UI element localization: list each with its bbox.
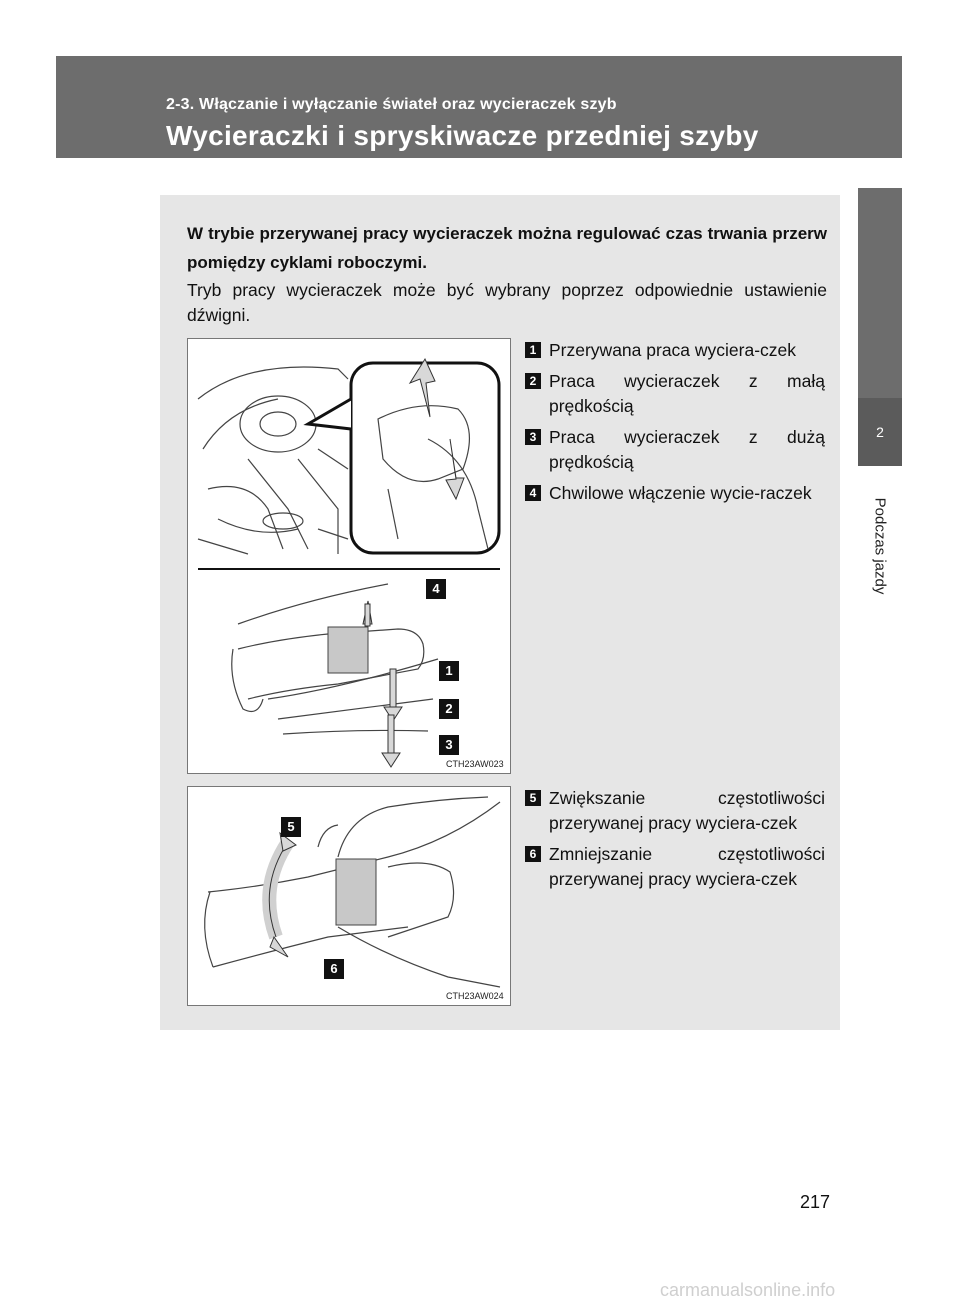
item-text: Zmniejszanie częstotliwości przerywanej pracy wyciera-czek bbox=[549, 844, 825, 889]
item-number-badge: 1 bbox=[525, 342, 541, 358]
chapter-number: 2 bbox=[858, 398, 902, 466]
intermittent-dial-illustration bbox=[188, 787, 510, 1005]
section-header bbox=[56, 56, 902, 158]
chapter-label-text: Podczas jazdy bbox=[871, 497, 889, 595]
list-item bbox=[525, 425, 825, 475]
page-number: 217 bbox=[800, 1192, 831, 1212]
item-number-badge: 6 bbox=[525, 846, 541, 862]
intro-bold-text: W trybie przerywanej pracy wycieraczek można regulować czas trwania przerw pomiędzy cyklami roboczymi. bbox=[187, 224, 827, 272]
figure-label-5: 5 bbox=[281, 817, 301, 837]
figure-code: CTH23AW023 bbox=[446, 759, 504, 769]
figure-label-1: 1 bbox=[439, 661, 459, 681]
item-text: Zwiększanie częstotliwości przerywanej pracy wyciera-czek bbox=[549, 788, 825, 833]
figure-code: CTH23AW024 bbox=[446, 991, 504, 1001]
item-number-badge: 4 bbox=[525, 485, 541, 501]
watermark: carmanualsonline.info bbox=[660, 1280, 836, 1300]
item-text: Chwilowe włączenie wycie-raczek bbox=[549, 483, 812, 503]
item-number-badge: 2 bbox=[525, 373, 541, 389]
intro-text: Tryb pracy wycieraczek może być wybrany poprzez odpowiednie ustawienie dźwigni. bbox=[187, 280, 827, 325]
figure-label-4: 4 bbox=[426, 579, 446, 599]
item-text: Przerywana praca wyciera-czek bbox=[549, 340, 797, 360]
figure-wiper-lever-modes bbox=[187, 338, 511, 774]
chapter-label bbox=[858, 466, 902, 626]
list-item bbox=[525, 369, 825, 419]
figure-intermittent-adjust bbox=[187, 786, 511, 1006]
figure-label-6: 6 bbox=[324, 959, 344, 979]
section-subtitle: 2-3. Włączanie i wyłączanie świateł oraz wycieraczek szyb bbox=[166, 96, 617, 113]
chapter-tab-bar bbox=[858, 188, 902, 398]
item-text: Praca wycieraczek z małą prędkością bbox=[549, 371, 825, 416]
item-number-badge: 3 bbox=[525, 429, 541, 445]
wiper-lever-illustration bbox=[188, 339, 510, 773]
item-text: Praca wycieraczek z dużą prędkością bbox=[549, 427, 825, 472]
intermittent-adjust-list bbox=[525, 786, 825, 898]
list-item bbox=[525, 338, 825, 363]
wiper-modes-list bbox=[525, 338, 825, 512]
list-item bbox=[525, 842, 825, 892]
page-title: Wycieraczki i spryskiwacze przedniej szyby bbox=[166, 120, 759, 151]
figure-label-2: 2 bbox=[439, 699, 459, 719]
item-number-badge: 5 bbox=[525, 790, 541, 806]
figure-label-3: 3 bbox=[439, 735, 459, 755]
list-item bbox=[525, 481, 825, 506]
list-item bbox=[525, 786, 825, 836]
